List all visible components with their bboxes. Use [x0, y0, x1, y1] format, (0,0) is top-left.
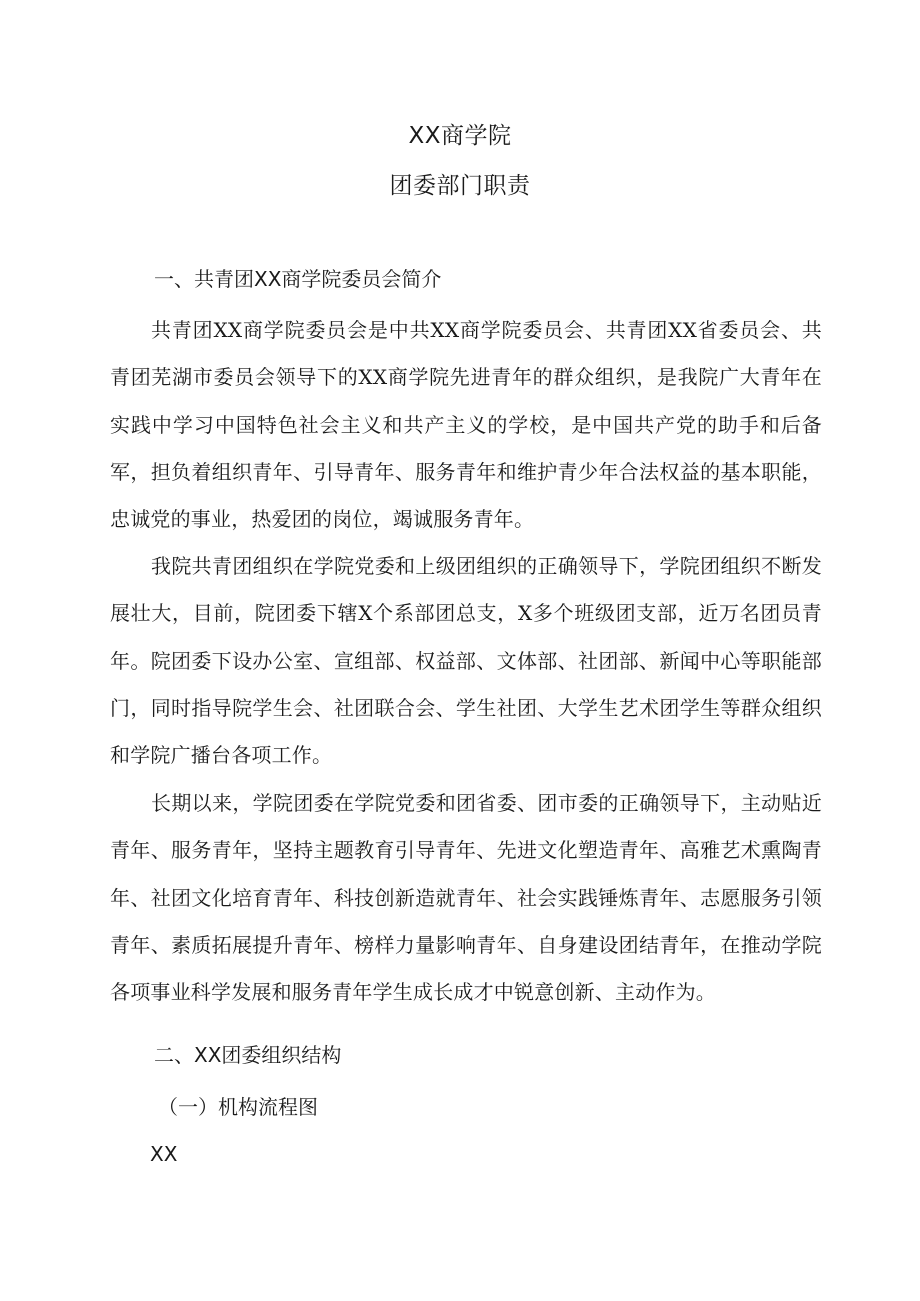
section-2-heading: 二、XX团委组织结构 — [154, 1043, 342, 1067]
section-1-paragraph-2: 我院共青团组织在学院党委和上级团组织的正确领导下，学院团组织不断发展壮大，目前，院团委下辖X个系部团总支，X多个班级团支部，近万名团员青年。院团委下设办公室、宣组部、权益部、文体部、社团部、新闻中心等职能部门，同时指导院学生会、社团联合会、学生社团、大学生艺术团学生等群众组织和学院广播台各项工作。 — [110, 554, 822, 768]
section-1-paragraph-1: 共青团XX商学院委员会是中共XX商学院委员会、共青团XX省委员会、共青团芜湖市委员会领导下的XX商学院先进青年的群众组织，是我院广大青年在实践中学习中国特色社会主义和共产主义的学校，是中国共产党的助手和后备军，担负着组织青年、引导青年、服务青年和维护青少年合法权益的基本职能，忠诚党的事业，热爱团的岗位，竭诚服务青年。 — [110, 318, 822, 532]
document-title-line-1: XX商学院 — [408, 123, 512, 149]
section-1-heading: 一、共青团XX商学院委员会简介 — [154, 267, 442, 291]
document-title-line-2: 团委部门职责 — [389, 173, 531, 199]
flowchart-root-label: XX — [150, 1142, 178, 1166]
section-2-subheading: （一）机构流程图 — [158, 1095, 318, 1119]
section-1-paragraph-3: 长期以来，学院团委在学院党委和团省委、团市委的正确领导下，主动贴近青年、服务青年，坚持主题教育引导青年、先进文化塑造青年、高雅艺术熏陶青年、社团文化培育青年、科技创新造就青年、社会实践锤炼青年、志愿服务引领青年、素质拓展提升青年、榜样力量影响青年、自身建设团结青年，在推动学院各项事业科学发展和服务青年学生成长成才中锐意创新、主动作为。 — [110, 791, 822, 1005]
